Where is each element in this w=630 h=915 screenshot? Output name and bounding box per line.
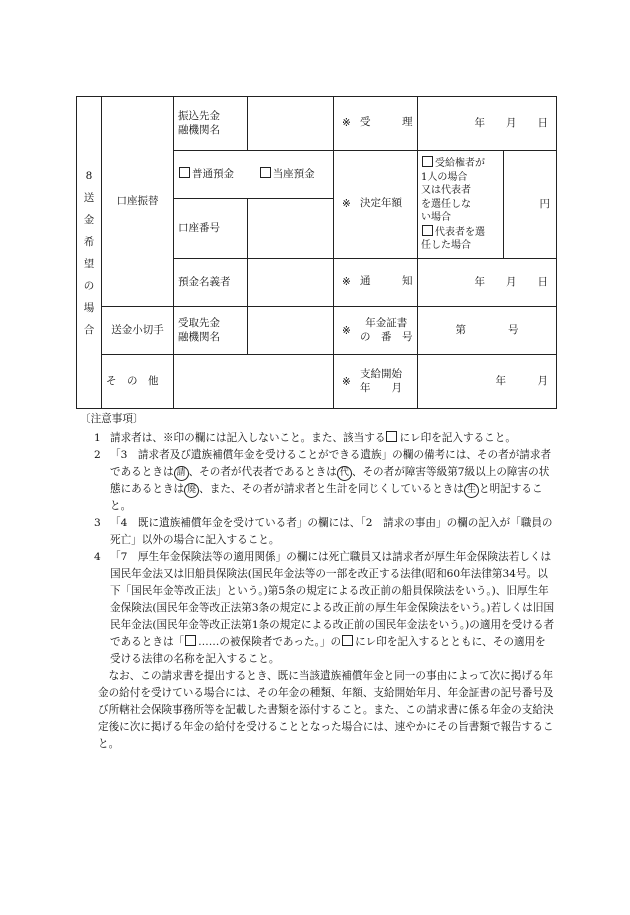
kouza-bango-value[interactable] bbox=[248, 199, 334, 259]
section-char: 希 bbox=[83, 235, 95, 248]
circled-mark-hai: 廃 bbox=[184, 483, 199, 498]
uketori-label: 受取先金 融機関名 bbox=[174, 307, 248, 355]
kouza-furikae-label: 口座振替 bbox=[102, 97, 174, 307]
note-text: と明記すること。 bbox=[110, 483, 543, 512]
section-label-cell bbox=[77, 97, 102, 409]
note-paragraph: なお、この請求書を提出するとき、既に当該遺族補償年金と同一の事由によって次に掲げる年金の給付を受けている場合には、その年金の種類、年額、支給開始年月、年金証書の記号番号及び所轄社会保険事務所等を記載した書類を添付すること。また、この請求書に係る年金の支給決定後に次に掲げる年金の給付を受けることとなった場合には、速やかにその旨書類で報告すること。 bbox=[98, 670, 554, 750]
notes-title: 〔注意事項〕 bbox=[80, 413, 144, 425]
note-text: 請求者は、※印の欄には記入しないこと。また、該当する bbox=[110, 432, 386, 444]
note-4 bbox=[88, 549, 556, 668]
uketsuke-label bbox=[334, 97, 418, 151]
check-one-person-label: 受給権者が 1人の場合 又は代表者 を選任しな い場合 bbox=[421, 158, 485, 224]
kaishi-text: 支給開始 年 月 bbox=[360, 367, 402, 394]
yokin-type-cell bbox=[174, 151, 334, 199]
recipient-check-cell bbox=[418, 151, 504, 259]
circled-mark-dai: 代 bbox=[337, 466, 352, 481]
checkbox-touza[interactable] bbox=[260, 167, 271, 178]
tsuchi-text: 通 知 bbox=[360, 275, 413, 288]
checkbox-representative[interactable] bbox=[422, 225, 433, 236]
asterisk: ※ bbox=[342, 198, 351, 211]
note-text: 「4 既に遺族補償年金を受けている者」の欄には、「2 請求の事由」の欄の記入が「職員の死亡」以外の場合に記入すること。 bbox=[110, 517, 553, 546]
uketsuke-date[interactable]: 年 月 日 bbox=[418, 97, 557, 151]
circled-mark-sei2: 生 bbox=[464, 483, 479, 498]
note-number: 2 bbox=[94, 449, 101, 461]
meigi-value[interactable] bbox=[248, 259, 334, 307]
circled-mark-sei: 請 bbox=[174, 466, 189, 481]
asterisk: ※ bbox=[342, 324, 351, 337]
uketori-value[interactable] bbox=[248, 307, 334, 355]
section-char: 合 bbox=[83, 323, 95, 336]
kaishi-date[interactable]: 年 月 bbox=[418, 355, 557, 409]
note-text: 、また、その者が請求者と生計を同じくしているときは bbox=[199, 483, 464, 495]
sonota-label: そ の 他 bbox=[102, 355, 174, 409]
notes-section bbox=[80, 411, 556, 753]
checkbox-one-person[interactable] bbox=[422, 156, 433, 167]
section-char: 望 bbox=[83, 257, 95, 270]
section-char: 送 bbox=[83, 191, 95, 204]
note-text: 、その者が代表者であるときは bbox=[188, 466, 337, 478]
note-2 bbox=[88, 447, 556, 515]
tsuchi-label bbox=[334, 259, 418, 307]
section-number: 8 bbox=[85, 169, 93, 182]
section-char: の bbox=[83, 279, 95, 292]
note-number: 1 bbox=[94, 432, 101, 444]
shosho-text: 年金証書 の 番 号 bbox=[360, 316, 413, 343]
shosho-label bbox=[334, 307, 418, 355]
yokin-futsu-label: 普通預金 bbox=[192, 168, 234, 181]
shosho-number[interactable]: 第 号 bbox=[418, 307, 557, 355]
nengaku-yen[interactable]: 円 bbox=[504, 151, 557, 259]
section-char: 金 bbox=[83, 213, 95, 226]
furikomi-value[interactable] bbox=[248, 97, 334, 151]
note-text: 「7 厚生年金保険法等の適用関係」の欄には死亡職員又は請求者が厚生年金保険法若しくは国民年金法又は旧船員保険法(国民年金法等の一部を改正する法律(昭和60年法律第34号。以下「国民年金等改正法」という。)第5条の規定による改正前の船員保険法をいう。)、旧厚生年金保険法(国民年金等改正法第3条の規定による改正前の厚生年金保険法をいう。)若しくは旧国民年金法(国民年金等改正法第1条の規定による改正前の国民年金法をいう。)の適用を受ける者であるときは「 bbox=[110, 551, 555, 648]
section-label bbox=[82, 165, 96, 341]
note-number: 4 bbox=[94, 551, 101, 563]
kogitte-label: 送金小切手 bbox=[102, 307, 174, 355]
tsuchi-date[interactable]: 年 月 日 bbox=[418, 259, 557, 307]
note-3 bbox=[88, 515, 556, 549]
asterisk: ※ bbox=[342, 117, 351, 130]
kettei-label bbox=[334, 151, 418, 259]
yokin-touza-label: 当座預金 bbox=[272, 168, 315, 181]
section-char: 場 bbox=[83, 301, 95, 314]
asterisk: ※ bbox=[342, 375, 351, 388]
meigi-label: 預金名義者 bbox=[174, 259, 248, 307]
note-text: の被保険者であった。」の bbox=[219, 636, 342, 648]
kettei-text: 決定年額 bbox=[360, 197, 402, 210]
note-text: 「3 請求者及び遺族補償年金を受けることができる遺族」の欄の備考には、その者が請求者であるときは bbox=[110, 449, 552, 478]
kouza-bango-label: 口座番号 bbox=[174, 199, 248, 259]
note-text: にレ印を記入すること。 bbox=[399, 432, 516, 444]
checkbox-futsu[interactable] bbox=[179, 167, 190, 178]
checkbox-sample bbox=[342, 635, 353, 646]
note-dots: …… bbox=[198, 636, 220, 648]
checkbox-sample bbox=[185, 635, 196, 646]
uketsuke-text: 受 理 bbox=[360, 116, 413, 129]
sonota-value[interactable] bbox=[174, 355, 334, 409]
note-text: 、その者が障害等級第7級以上の障害の状態にあるときは bbox=[110, 466, 550, 495]
note-1 bbox=[88, 430, 556, 447]
remittance-table bbox=[76, 96, 557, 409]
note-text: にレ印を記入するとともに、その適用を受ける法律の名称を記入すること。 bbox=[110, 636, 546, 665]
check-representative-label: 代表者を選 任した場合 bbox=[421, 226, 485, 252]
asterisk: ※ bbox=[342, 276, 351, 289]
kaishi-label bbox=[334, 355, 418, 409]
furikomi-label: 振込先金 融機関名 bbox=[174, 97, 248, 151]
checkbox-sample bbox=[386, 431, 397, 442]
note-number: 3 bbox=[94, 517, 101, 529]
